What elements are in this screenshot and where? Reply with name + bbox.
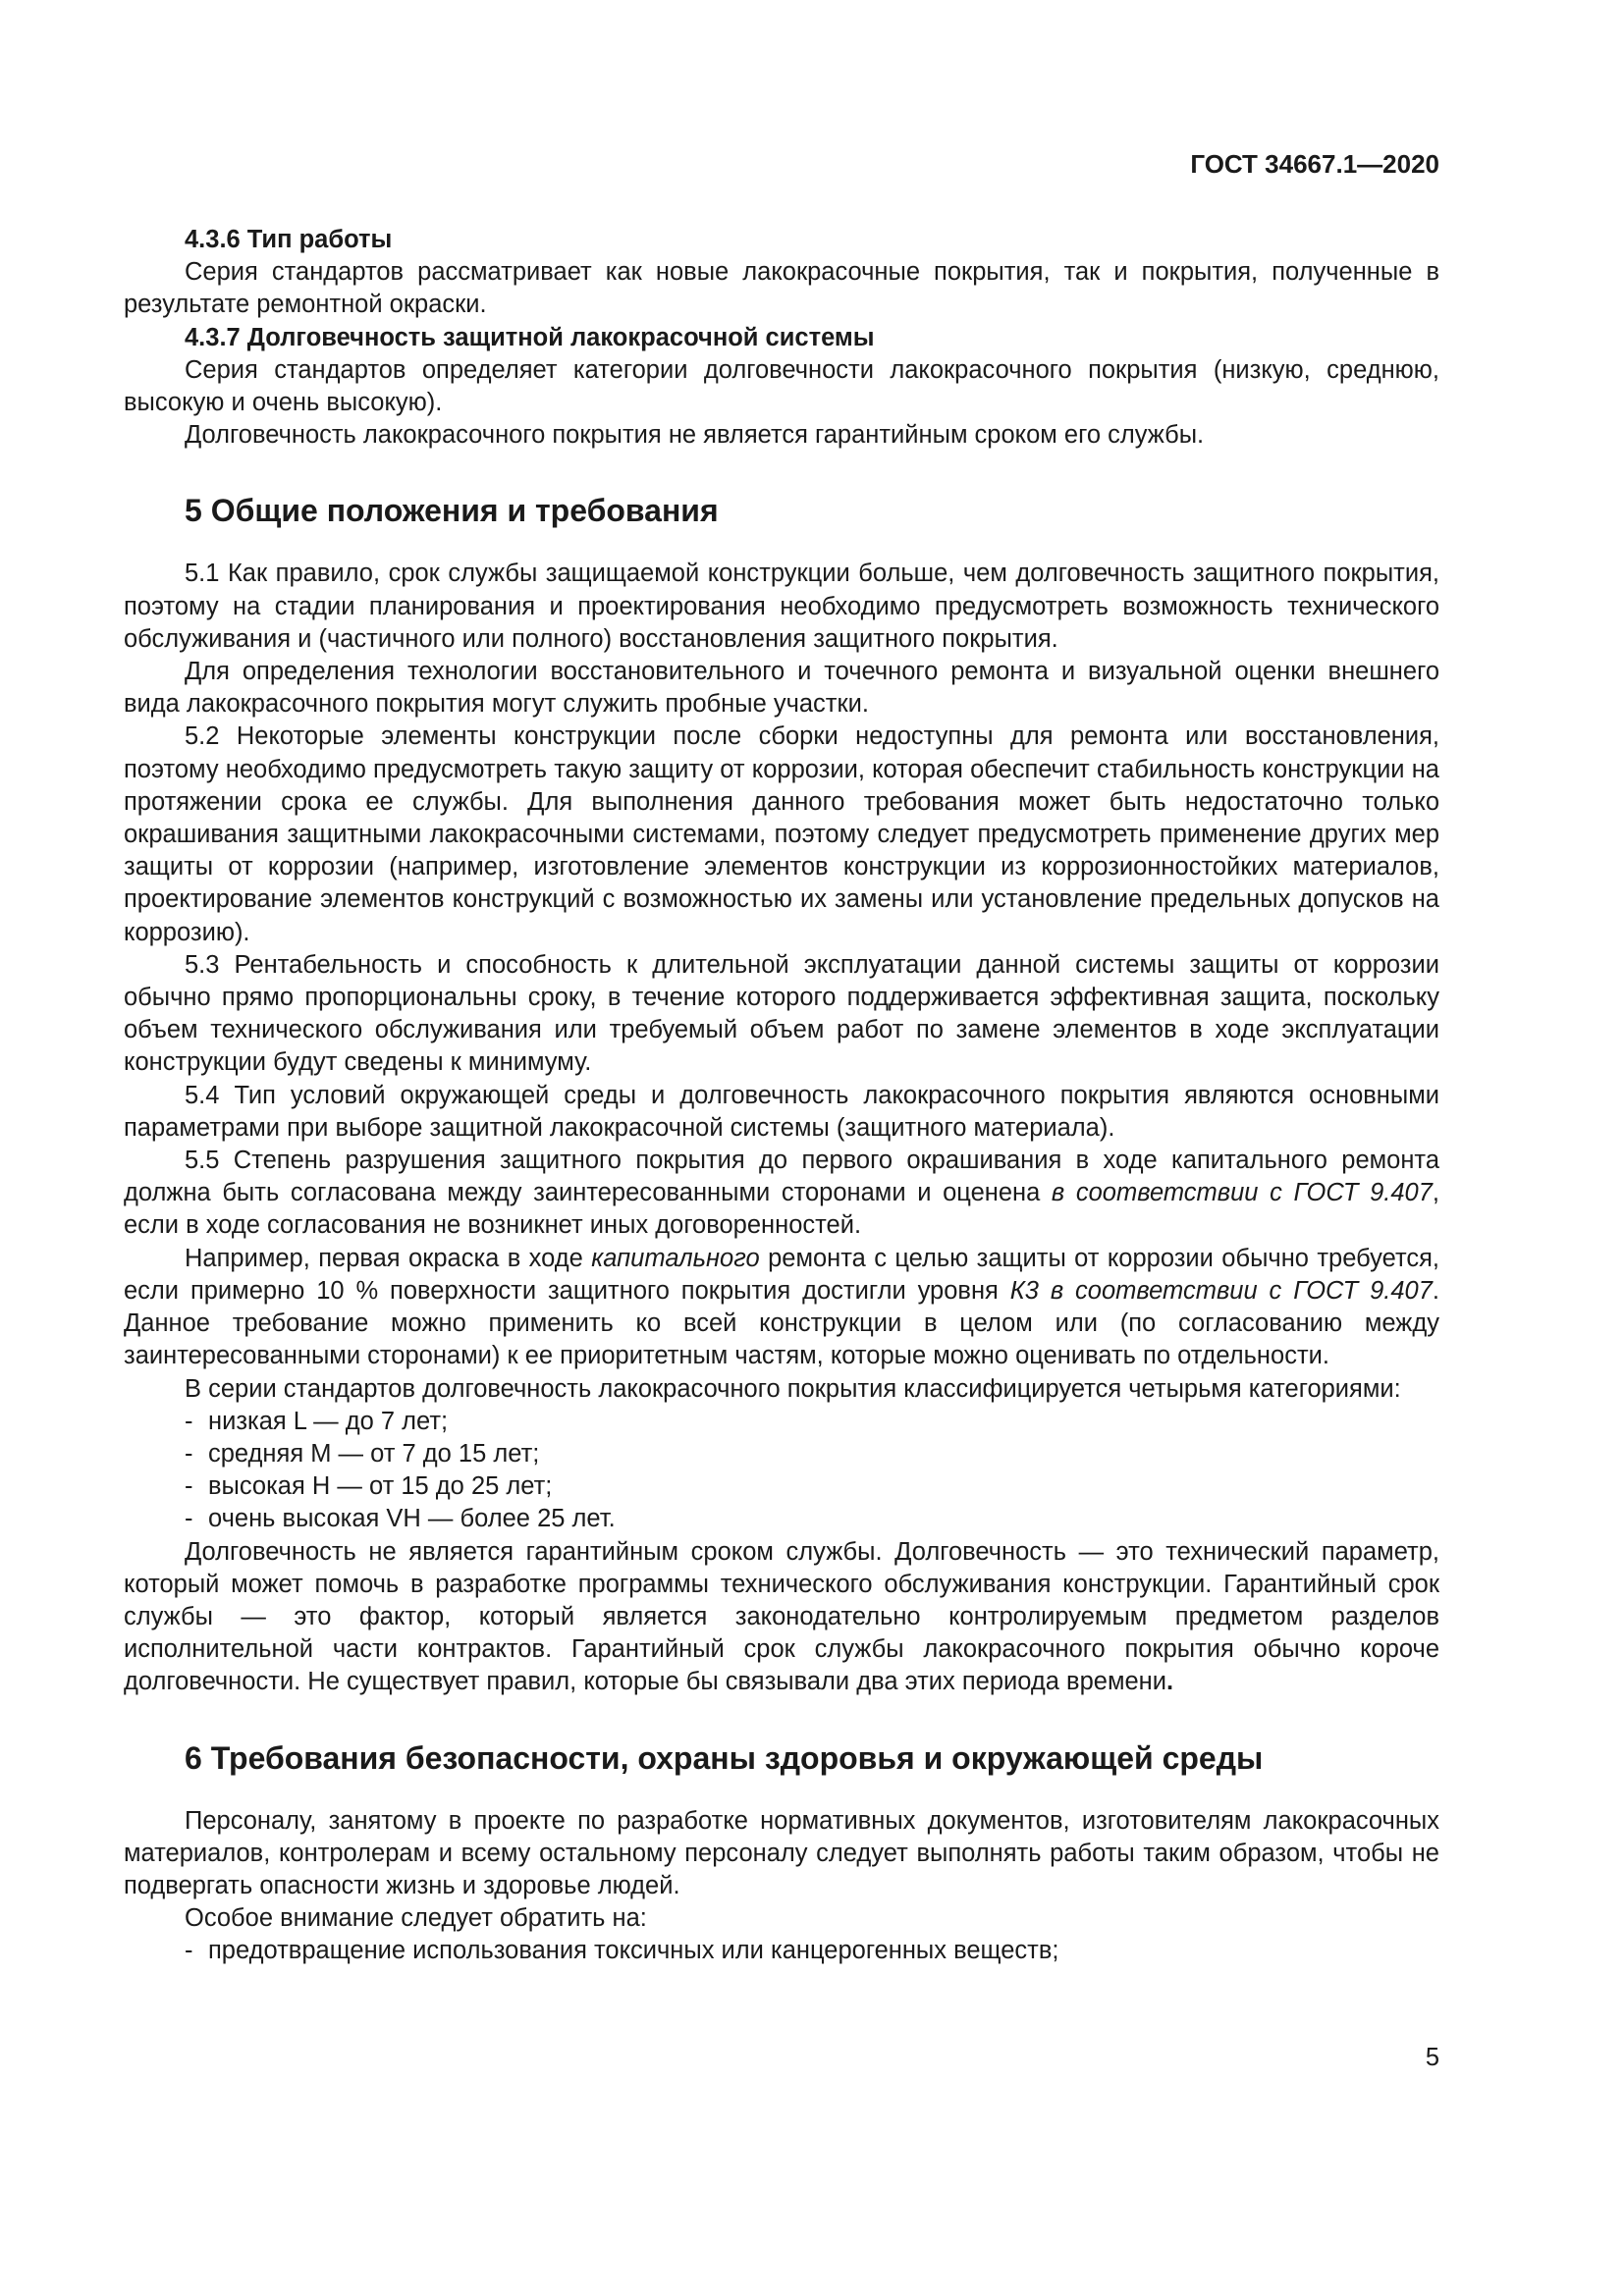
- paragraph-5-4: 5.4 Тип условий окружающей среды и долговечность лакокрасочного покрытия являются основными параметрами при выборе защитной лакокрасочной системы (защитного материала).: [124, 1081, 1439, 1142]
- paragraph-5-3: 5.3 Рентабельность и способность к длительной эксплуатации данной системы защиты от коррозии обычно прямо пропорциональны сроку, в течение которого поддерживается эффективная защита, поскольку объем технического обслуживания или требуемый объем работ по замене элементов в ходе эксплуатации конструкции будут сведены к минимуму.: [124, 950, 1439, 1077]
- paragraph: Серия стандартов определяет категории долговечности лакокрасочного покрытия (низкую, среднюю, высокую и очень высокую).: [124, 355, 1439, 417]
- paragraph: В серии стандартов долговечность лакокрасочного покрытия классифицируется четырьмя категориями:: [185, 1374, 1401, 1403]
- list-item-text: средняя М — от 7 до 15 лет;: [208, 1439, 540, 1468]
- paragraph-5-1: 5.1 Как правило, срок службы защищаемой конструкции больше, чем долговечность защитного покрытия, поэтому на стадии планирования и проектирования необходимо предусмотреть возможность технического обслуживания и (частичного или полного) восстановления защитного покрытия.: [124, 560, 1439, 653]
- emphasis: капитального: [591, 1244, 760, 1272]
- list-dash: -: [185, 1439, 193, 1468]
- list-item-text: низкая L — до 7 лет;: [208, 1407, 449, 1435]
- list-item: [124, 1438, 1439, 1470]
- bold-period: .: [1166, 1668, 1174, 1696]
- paragraph: Долговечность лакокрасочного покрытия не является гарантийным сроком его службы.: [185, 421, 1205, 450]
- list-item-text: очень высокая VH — более 25 лет.: [208, 1505, 616, 1533]
- section-4-3-6-title: 4.3.6 Тип работы: [185, 226, 393, 253]
- paragraph: [124, 1536, 1439, 1699]
- section-5-heading: 5 Общие положения и требования: [185, 493, 719, 529]
- standard-reference: К3 в соответствии с ГОСТ 9.407: [1009, 1276, 1433, 1305]
- paragraph: Серия стандартов рассматривает как новые лакокрасочные покрытия, так и покрытия, полученные в результате ремонтной окраски.: [124, 258, 1439, 319]
- document-body: [124, 224, 1439, 1968]
- text-run: ремонта с целью защиты от коррозии обычно требуется, если примерно 10 % поверхности защитного покрытия достигли уровня: [124, 1244, 1439, 1305]
- list-item: [124, 1406, 1439, 1438]
- text-run: Например, первая окраска в ходе: [185, 1244, 592, 1272]
- list-dash: -: [185, 1407, 193, 1435]
- list-item-text: высокая Н — от 15 до 25 лет;: [208, 1472, 553, 1501]
- list-dash: -: [185, 1505, 193, 1533]
- paragraph: Для определения технологии восстановительного и точечного ремонта и визуальной оценки внешнего вида лакокрасочного покрытия могут служить пробные участки.: [124, 658, 1439, 719]
- section-4-3-7-title: 4.3.7 Долговечность защитной лакокрасочной системы: [185, 323, 875, 351]
- standard-reference: в соответствии с ГОСТ 9.407: [1051, 1179, 1433, 1207]
- document-page: [124, 0, 1439, 2296]
- list-item: [124, 1503, 1439, 1535]
- paragraph: Персоналу, занятому в проекте по разработке нормативных документов, изготовителям лакокрасочных материалов, контролерам и всему остальному персоналу следует выполнять работы таким образом, чтобы не подвергать опасности жизнь и здоровье людей.: [124, 1806, 1439, 1899]
- list-dash: -: [185, 1937, 193, 1965]
- paragraph-5-5: [124, 1145, 1439, 1243]
- standard-header: ГОСТ 34667.1—2020: [1190, 149, 1439, 179]
- paragraph-example: [124, 1243, 1439, 1373]
- list-item: [124, 1470, 1439, 1503]
- text-run: . Данное требование можно применить ко всей конструкции в целом или (по согласованию между заинтересованными сторонами) к ее приоритетным частям, которые можно оценивать по отдельности.: [124, 1276, 1439, 1370]
- list-item-text: предотвращение использования токсичных или канцерогенных веществ;: [208, 1937, 1059, 1965]
- text-run: 5.5 Степень разрушения защитного покрытия до первого окрашивания в ходе капитального ремонта должна быть согласована между заинтересованными сторонами и оценена: [124, 1147, 1439, 1207]
- paragraph: Особое внимание следует обратить на:: [185, 1904, 647, 1933]
- page-number: 5: [1425, 2044, 1439, 2071]
- text-run: , если в ходе согласования не возникнет иных договоренностей.: [124, 1179, 1439, 1240]
- text-run: Долговечность не является гарантийным сроком службы. Долговечность — это технический параметр, который может помочь в разработке программы технического обслуживания конструкции. Гарантийный срок службы — это фактор, который является законодательно контролируемым предметом разделов исполнительной части контрактов. Гарантийный срок службы лакокрасочного покрытия обычно короче долговечности. Не существует правил, которые бы связывали два этих периода времени: [124, 1537, 1439, 1696]
- section-6-heading: 6 Требования безопасности, охраны здоровья и окружающей среды: [185, 1739, 1264, 1776]
- paragraph-5-2: 5.2 Некоторые элементы конструкции после сборки недоступны для ремонта или восстановления, поэтому необходимо предусмотреть такую защиту от коррозии, которая обеспечит стабильность конструкции на протяжении срока ее службы. Для выполнения данного требования может быть недостаточно только окрашивания защитными лакокрасочными системами, поэтому следует предусмотреть применение других мер защиты от коррозии (например, изготовление элементов конструкции из коррозионностойких материалов, проектирование элементов конструкций с возможностью их замены или установление предельных допусков на коррозию).: [124, 722, 1439, 946]
- list-dash: -: [185, 1472, 193, 1501]
- list-item: [124, 1935, 1439, 1967]
